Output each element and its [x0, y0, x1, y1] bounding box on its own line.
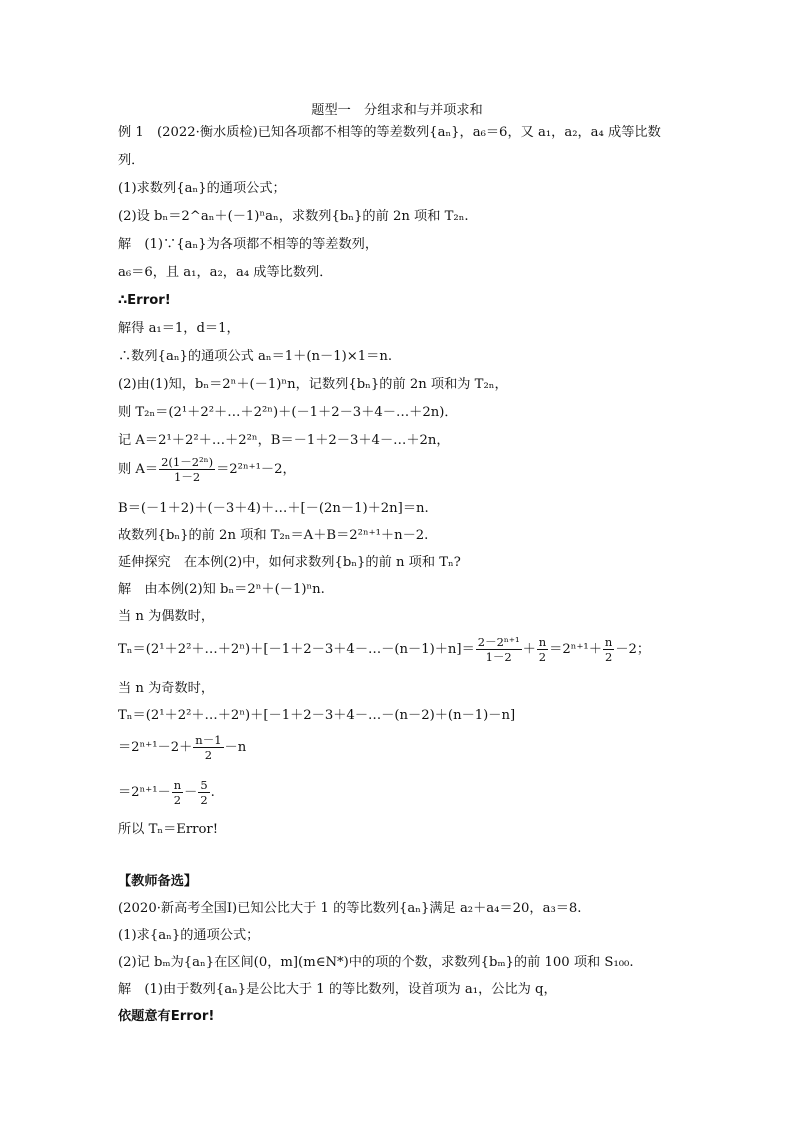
question-1: (1)求数列{aₙ}的通项公式； — [118, 181, 286, 196]
extension-solution-2: 当 n 为偶数时， — [118, 609, 215, 624]
fraction: $\frac{n}{2}$ — [538, 635, 547, 664]
odd-line: Tₙ＝(2¹＋2²＋…＋2ⁿ)＋[－1＋2－3＋4－…－(n－2)＋(n－1)－n] — [118, 708, 516, 723]
question-2: (2)设 bₙ＝2^aₙ＋(－1)ⁿaₙ，求数列{bₙ}的前 2n 项和 T₂ₙ. — [118, 209, 469, 224]
fraction: $\frac{n}{2}$ — [604, 635, 613, 664]
solution-line-9: 故数列{bₙ}的前 2n 项和 T₂ₙ＝A＋B＝2²ⁿ⁺¹＋n－2. — [118, 528, 429, 543]
solution-line-5: (2)由(1)知，bₙ＝2ⁿ＋(－1)ⁿn，记数列{bₙ}的前 2n 项和为 T₂ₙ， — [118, 377, 508, 392]
equation-odd-1: ＝2ⁿ⁺¹－2＋ $\frac{n-1}{2}$ －n — [118, 733, 247, 762]
teacher-line-1: (2020·新高考全国Ⅰ)已知公比大于 1 的等比数列{aₙ}满足 a₂＋a₄＝20，a₃＝8. — [118, 901, 582, 916]
equation-even: Tₙ＝(2¹＋2²＋…＋2ⁿ)＋[－1＋2－3＋4－…－(n－1)＋n]＝ $\frac{\text{2－2ⁿ⁺¹}}{1-2}$ ＋ $\frac{n}{2}$ ＝2ⁿ⁺¹＋ $\frac{n}{2}$ －2； — [118, 635, 651, 664]
teacher-line-4: 解 (1)由于数列{aₙ}是公比大于 1 的等比数列，设首项为 a₁，公比为 q， — [118, 982, 557, 997]
odd-label: 当 n 为奇数时， — [118, 681, 215, 696]
equation-a: 则 A＝ $\frac{\text{2(1－2²ⁿ)}}{1-2}$ ＝2²ⁿ⁺¹－2， — [118, 455, 296, 484]
solution-line-3: 解得 a₁＝1，d＝1， — [118, 321, 240, 336]
fraction: $\frac{n-1}{2}$ — [195, 733, 222, 762]
error-line: ∴Error! — [118, 293, 171, 308]
section-title: 题型一 分组求和与并项求和 — [311, 103, 483, 118]
solution-line-2: a₆＝6，且 a₁，a₂，a₄ 成等比数列． — [118, 265, 333, 280]
teacher-line-5: 依题意有Error! — [118, 1009, 215, 1024]
fraction: $\frac{\text{2－2ⁿ⁺¹}}{1-2}$ — [477, 635, 520, 664]
solution-line-7: 记 A＝2¹＋2²＋…＋2²ⁿ，B＝－1＋2－3＋4－…＋2n， — [118, 433, 450, 448]
fraction: $\frac{n}{2}$ — [173, 778, 182, 807]
teacher-line-3: (2)记 bₘ为{aₙ}在区间(0，m](m∈N*)中的项的个数，求数列{bₘ}的前 100 项和 S₁₀₀. — [118, 955, 634, 970]
teacher-title: 【教师备选】 — [118, 874, 198, 889]
fraction: $\frac{\text{2(1－2²ⁿ)}}{1-2}$ — [161, 455, 214, 484]
extension-question: 延伸探究 在本例(2)中，如何求数列{bₙ}的前 n 项和 Tₙ? — [118, 555, 461, 570]
solution-line-4: ∴数列{aₙ}的通项公式 aₙ＝1＋(n－1)×1＝n. — [118, 349, 393, 364]
fraction: $\frac{5}{2}$ — [200, 778, 208, 807]
equation-odd-2: ＝2ⁿ⁺¹－ $\frac{n}{2}$ － $\frac{5}{2}$ . — [118, 778, 215, 807]
teacher-line-2: (1)求{aₙ}的通项公式； — [118, 928, 260, 943]
extension-solution-1: 解 由本例(2)知 bₙ＝2ⁿ＋(－1)ⁿn. — [118, 582, 325, 597]
conclusion: 所以 Tₙ＝Error! — [118, 822, 219, 837]
solution-line-1: 解 (1)∵{aₙ}为各项都不相等的等差数列， — [118, 237, 379, 252]
example-line-1: 例 1 (2022·衡水质检)已知各项都不相等的等差数列{aₙ}，a₆＝6，又 a₁，a₂，a₄ 成等比数 — [118, 125, 661, 140]
example-line-2: 列． — [118, 153, 145, 168]
solution-line-8: B＝(－1＋2)＋(－3＋4)＋…＋[－(2n－1)＋2n]＝n. — [118, 501, 429, 516]
solution-line-6: 则 T₂ₙ＝(2¹＋2²＋…＋2²ⁿ)＋(－1＋2－3＋4－…＋2n)． — [118, 405, 458, 420]
